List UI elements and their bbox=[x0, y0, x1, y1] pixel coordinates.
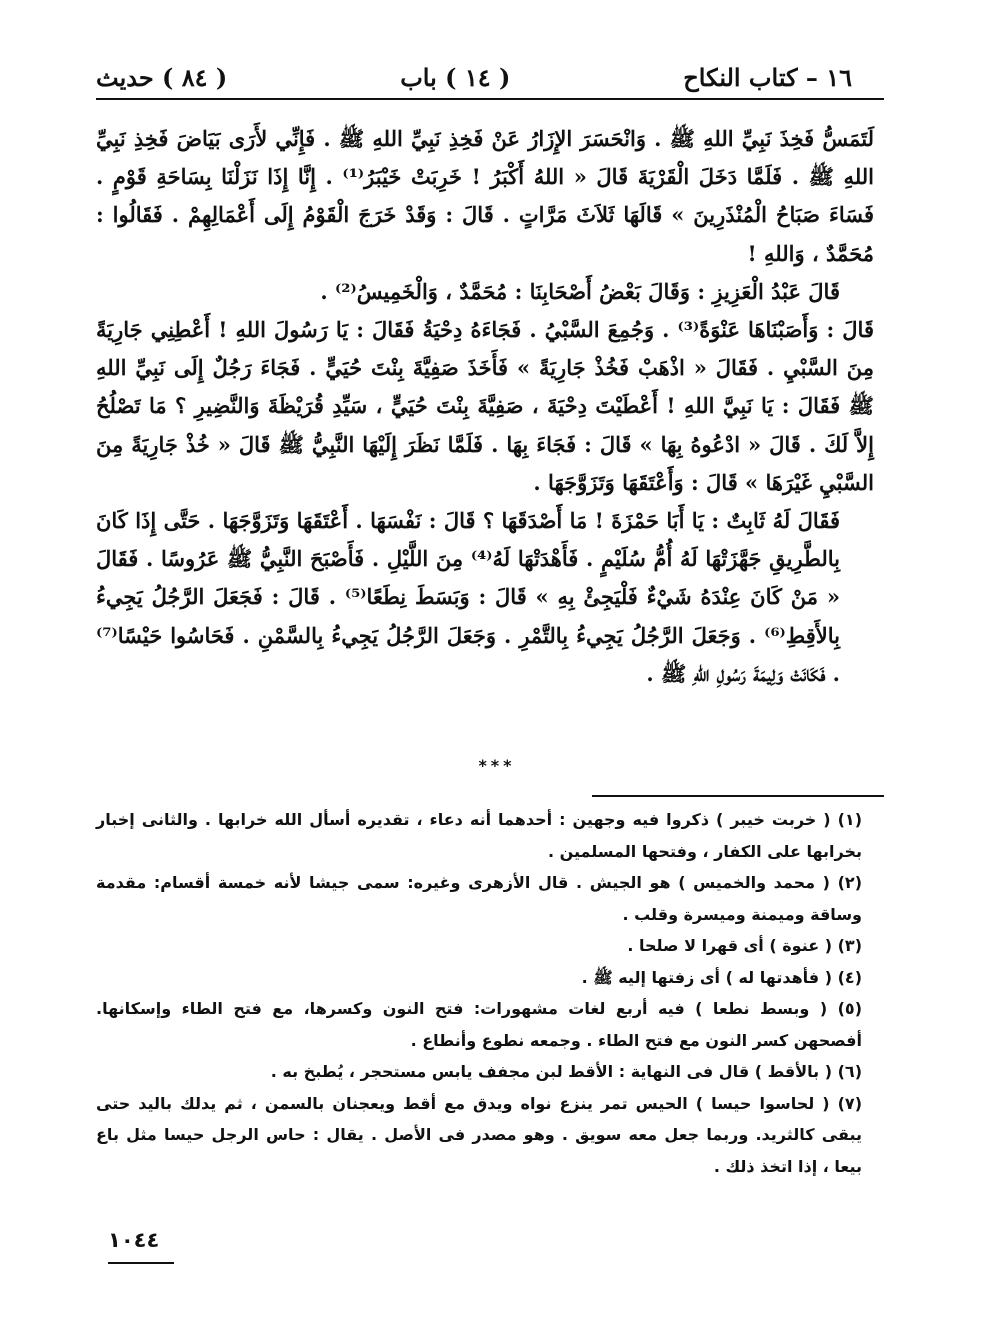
hadith-paragraph-2: قَالَ عَبْدُ الْعَزِيزِ : وَقَالَ بَعْضُ أَصْحَابِنَا : مُحَمَّدٌ ، وَالْخَمِيسُ⁽²⁾ . bbox=[320, 278, 840, 304]
footnotes bbox=[96, 804, 874, 1182]
page-number: ١٠٤٤ bbox=[108, 1228, 160, 1252]
hadith-label: ( ٨٤ ) حديث bbox=[96, 62, 228, 92]
page-title: ١٦ – كتاب النكاح bbox=[683, 62, 852, 92]
running-header bbox=[96, 56, 852, 98]
footnote-7: (٧) ( لحاسوا حيسا ) الحيس تمر ينزع نواه ويدق مع أقط ويعجنان بالسمن ، ثم يدلك باليد حتى يبقى كالثريد. وربما جعل معه سويق . وهو مصدر فى الأصل . يقال : حاس الرجل حيسا مثل باع بيعا ، إذا اتخذ ذلك . bbox=[96, 1093, 862, 1176]
chapter-label: ( ١٤ ) باب bbox=[400, 62, 511, 92]
footnote-6: (٦) ( بالأقط ) قال فى النهاية : الأقط لبن مجفف يابس مستحجر ، يُطبخ به . bbox=[270, 1062, 862, 1081]
header-divider bbox=[96, 98, 884, 100]
footnote-5: (٥) ( وبسط نطعا ) فيه أربع لغات مشهورات: فتح النون وكسرها، مع فتح الطاء وإسكانها. أفصحهن كسر النون مع فتح الطاء . وجمعه نطوع وأنطاع . bbox=[96, 999, 862, 1050]
hadith-text bbox=[96, 120, 874, 693]
hadith-paragraph-4: فَقَالَ لَهُ ثَابِتٌ : يَا أَبَا حَمْزَةَ ! مَا أَصْدَقَهَا ؟ قَالَ : نَفْسَهَا . أَعْتَقَهَا وَتَزَوَّجَهَا . حَتَّى إِذَا كَانَ بِالطَّرِيقِ جَهَّزَتْهَا لَهُ أُمُّ سُلَيْمٍ . فَأَهْدَتْهَا لَهُ⁽⁴⁾ مِنَ اللَّيْلِ . فَأَصْبَحَ النَّبِيُّ ﷺ عَرُوسًا . فَقَالَ « مَنْ كَانَ عِنْدَهُ شَيْءٌ فَلْيَجِئْ بِهِ » قَالَ : وَبَسَطَ نِطَعًا⁽⁵⁾ . قَالَ : فَجَعَلَ الرَّجُلُ يَجِيءُ بِالأَقِطِ⁽⁶⁾ . وَجَعَلَ الرَّجُلُ يَجِيءُ بِالتَّمْرِ . وَجَعَلَ الرَّجُلُ يَجِيءُ بِالسَّمْنِ . فَحَاسُوا حَيْسًا⁽⁷⁾ . فَكَانَتْ وَلِيمَةَ رَسُولِ اللهِ ﷺ . bbox=[96, 508, 840, 686]
hadith-paragraph-1: لَتَمَسُّ فَخِذَ نَبِيِّ اللهِ ﷺ . وَانْحَسَرَ الإِزَارُ عَنْ فَخِذِ نَبِيِّ اللهِ ﷺ . فَإِنِّي لأَرَى بَيَاضَ فَخِذِ نَبِيِّ اللهِ ﷺ . فَلَمَّا دَخَلَ الْقَرْيَةَ قَالَ « اللهُ أَكْبَرُ ! خَرِبَتْ خَيْبَرُ⁽¹⁾ . إِنَّا إِذَا نَزَلْنَا بِسَاحَةِ قَوْمٍ . فَسَاءَ صَبَاحُ الْمُنْذَرِينَ » قَالَهَا ثَلاَثَ مَرَّاتٍ . قَالَ : وَقَدْ خَرَجَ الْقَوْمُ إِلَى أَعْمَالِهِمْ . فَقَالُوا : مُحَمَّدٌ ، وَاللهِ ! bbox=[96, 126, 875, 266]
footnote-4: (٤) ( فأهدتها له ) أى زفتها إليه ﷺ . bbox=[581, 967, 862, 987]
footnote-3: (٣) ( عنوة ) أى قهرا لا صلحا . bbox=[627, 936, 862, 955]
section-separator: *** bbox=[478, 756, 516, 775]
footnote-divider bbox=[592, 795, 884, 797]
page-number-underline bbox=[108, 1262, 174, 1264]
footnote-1: (١) ( خربت خيبر ) ذكروا فيه وجهين : أحدهما أنه دعاء ، تقديره أسأل الله خرابها . والثانى إخبار بخرابها على الكفار ، وفتحها المسلمين . bbox=[96, 810, 862, 861]
hadith-paragraph-3: قَالَ : وَأَصَبْنَاهَا عَنْوَةً⁽³⁾ . وَجُمِعَ السَّبْيُ . فَجَاءَهُ دِحْيَةُ فَقَالَ : يَا رَسُولَ اللهِ ! أَعْطِنِي جَارِيَةً مِنَ السَّبْيِ . فَقَالَ « اذْهَبْ فَخُذْ جَارِيَةً » فَأَخَذَ صَفِيَّةَ بِنْتَ حُيَيٍّ . فَجَاءَ رَجُلٌ إِلَى نَبِيِّ اللهِ ﷺ فَقَالَ : يَا نَبِيَّ اللهِ ! أَعْطَيْتَ دِحْيَةَ ، صَفِيَّةَ بِنْتَ حُيَيٍّ ، سَيِّدِ قُرَيْظَةَ وَالنَّضِيرِ ؟ مَا تَصْلُحُ إِلاَّ لَكَ . قَالَ « ادْعُوهُ بِهَا » قَالَ : فَجَاءَ بِهَا . فَلَمَّا نَظَرَ إِلَيْهَا النَّبِيُّ ﷺ قَالَ « خُذْ جَارِيَةً مِنَ السَّبْيِ غَيْرَهَا » قَالَ : وَأَعْتَقَهَا وَتَزَوَّجَهَا . bbox=[96, 317, 874, 495]
footnote-2: (٢) ( محمد والخميس ) هو الجيش . قال الأزهرى وغيره: سمى جيشا لأنه خمسة أقسام: مقدمة وساقة وميمنة وميسرة وقلب . bbox=[96, 873, 862, 924]
